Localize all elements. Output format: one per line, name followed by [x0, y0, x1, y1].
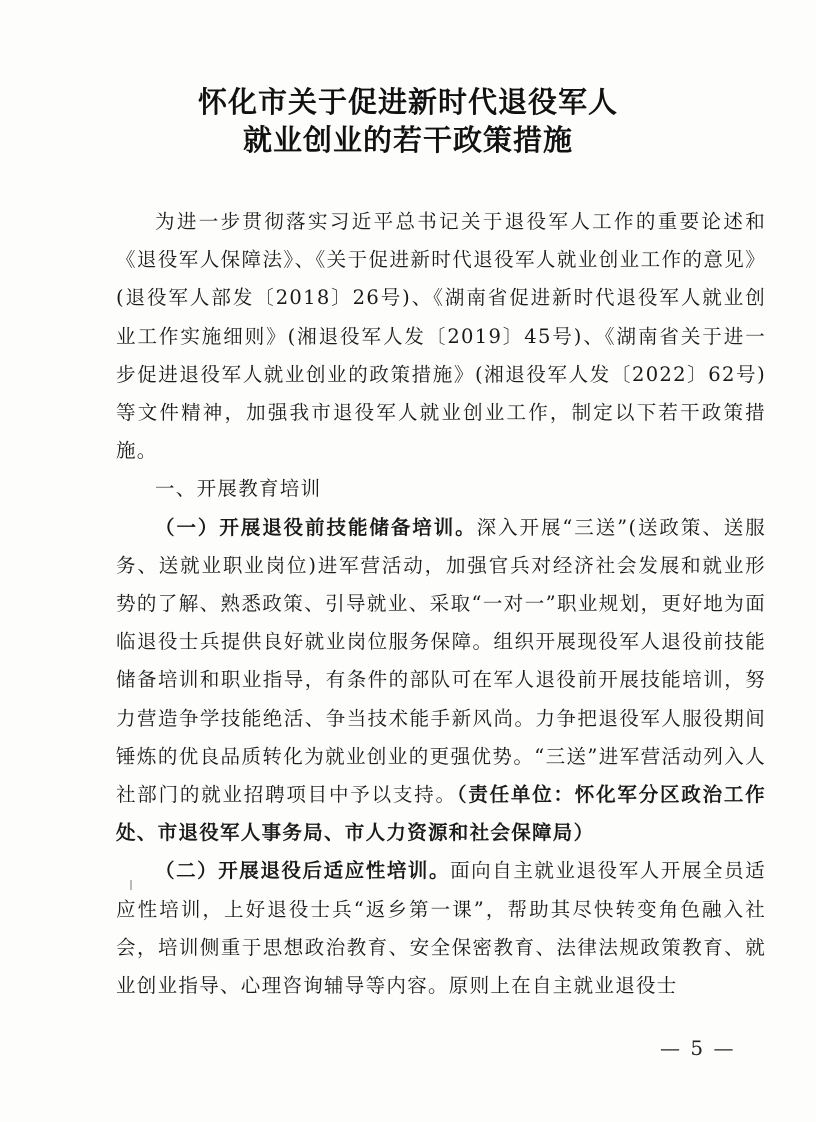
item-1-title: （一）开展退役前技能储备培训。 [155, 515, 477, 539]
item-1-body: 深入开展“三送”(送政策、送服务、送就业职业岗位)进军营活动，加强官兵对经济社会发展和就业形势的了解、熟悉政策、引导就业、采取“一对一”职业规划，更好地为面临退役士兵提供良好就业岗位服务保障。组织开展现役军人退役前技能储备培训和职业指导，有条件的部队可在军人退役前开展技能培训，努力营造争学技能绝活、争当技术能手新风尚。力争把退役军人服役期间锤炼的优良品质转化为就业创业的更强优势。“三送”进军营活动列入人社部门的就业招聘项目中予以支持。 [116, 515, 766, 807]
item-1-responsibility: （责任单位：怀化军分区政治工作处、市退役军人事务局、市人力资源和社会保障局） [116, 783, 766, 845]
item-1-paragraph [116, 509, 766, 853]
item-2-title: （二）开展退役后适应性培训。 [155, 859, 451, 883]
item-2-paragraph [116, 852, 766, 1005]
page-number: — 5 — [660, 1036, 736, 1060]
document-title-line1: 怀化市关于促进新时代退役军人 [197, 85, 618, 119]
document-title-line2: 就业创业的若干政策措施 [242, 123, 573, 157]
scan-mark [130, 880, 132, 890]
document-body [116, 203, 766, 1005]
intro-paragraph: 为进一步贯彻落实习近平总书记关于退役军人工作的重要论述和《退役军人保障法》、《关于促进新时代退役军人就业创业工作的意见》(退役军人部发〔2018〕26号)、《湖南省促进新时代退役军人就业创业工作实施细则》(湘退役军人发〔2019〕45号)、《湖南省关于进一步促进退役军人就业创业的政策措施》(湘退役军人发〔2022〕62号)等文件精神，加强我市退役军人就业创业工作，制定以下若干政策措施。 [116, 210, 766, 463]
item-2-body: 面向自主就业退役军人开展全员适应性培训，上好退役士兵“返乡第一课”，帮助其尽快转变角色融入社会，培训侧重于思想政治教育、安全保密教育、法律法规政策教育、就业创业指导、心理咨询辅导等内容。原则上在自主就业退役士 [116, 859, 766, 998]
section-heading: 一、开展教育培训 [155, 477, 322, 501]
